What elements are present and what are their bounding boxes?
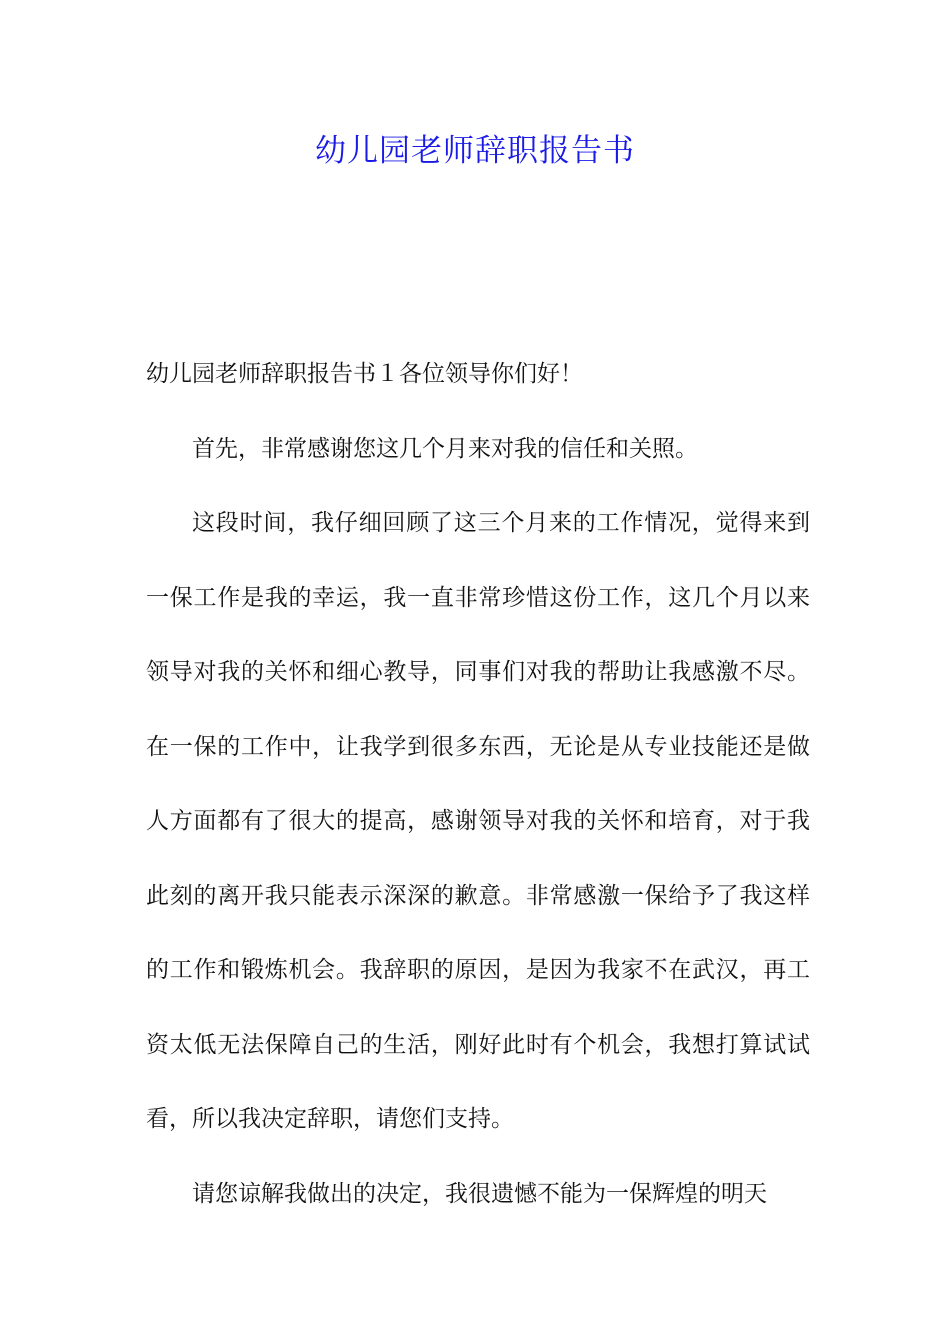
thanks-paragraph: 首先，非常感谢您这几个月来对我的信任和关照。 bbox=[192, 435, 698, 462]
document-body bbox=[146, 337, 810, 1231]
greeting-paragraph: 幼儿园老师辞职报告书１各位领导你们好！ bbox=[146, 361, 583, 387]
reason-paragraph: 这段时间，我仔细回顾了这三个月来的工作情况，觉得来到一保工作是我的幸运，我一直非常珍惜这份工作，这几个月以来领导对我的关怀和细心教导，同事们对我的帮助让我感激不尽。在一保的工作中，让我学到很多东西，无论是从专业技能还是做人方面都有了很大的提高，感谢领导对我的关怀和培育，对于我此刻的离开我只能表示深深的歉意。非常感激一保给予了我这样的工作和锻炼机会。我辞职的原因，是因为我家不在武汉，再工资太低无法保障自己的生活，刚好此时有个机会，我想打算试试看，所以我决定辞职，请您们支持。 bbox=[146, 510, 810, 1132]
apology-paragraph: 请您谅解我做出的决定，我很遗憾不能为一保辉煌的明天 bbox=[192, 1180, 767, 1207]
document-title: 幼儿园老师辞职报告书 bbox=[315, 133, 635, 169]
